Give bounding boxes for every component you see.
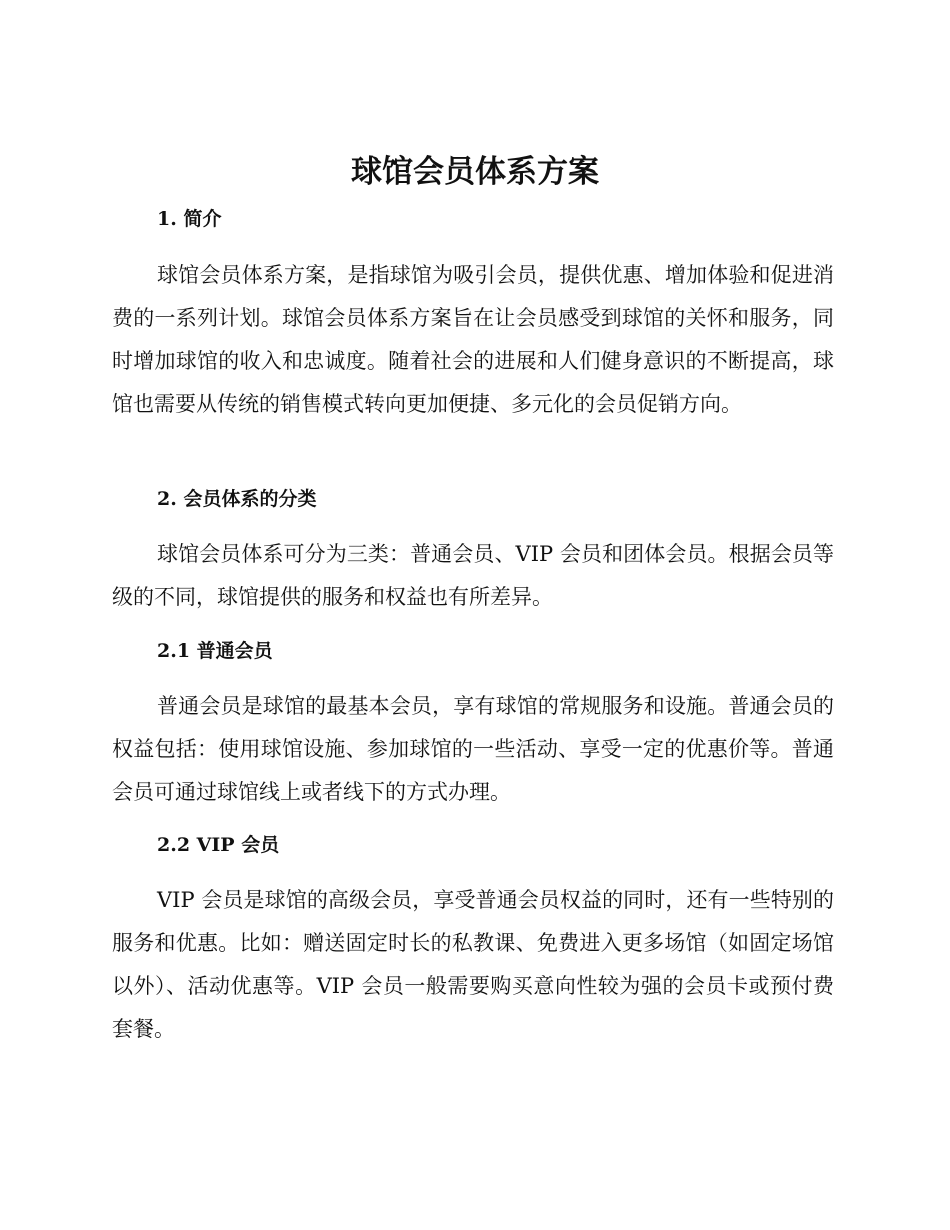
section-paragraph-intro: 球馆会员体系方案，是指球馆为吸引会员，提供优惠、增加体验和促进消费的一系列计划。球馆会员体系方案旨在让会员感受到球馆的关怀和服务，同时增加球馆的收入和忠诚度。随着社会的进展和人们健身意识的不断提高，球馆也需要从传统的销售模式转向更加便捷、多元化的会员促销方向。 bbox=[112, 263, 834, 416]
section-paragraph-classification: 球馆会员体系可分为三类：普通会员、VIP 会员和团体会员。根据会员等级的不同，球馆提供的服务和权益也有所差异。 bbox=[112, 542, 834, 609]
document-title: 球馆会员体系方案 bbox=[351, 154, 599, 190]
section-heading-vip-member: 2.2 VIP 会员 bbox=[157, 834, 280, 856]
section-paragraph-vip-member: VIP 会员是球馆的高级会员，享受普通会员权益的同时，还有一些特别的服务和优惠。比如：赠送固定时长的私教课、免费进入更多场馆（如固定场馆以外）、活动优惠等。VIP 会员一般需要购买意向性较为强的会员卡或预付费套餐。 bbox=[112, 888, 834, 1041]
section-paragraph-regular-member: 普通会员是球馆的最基本会员，享有球馆的常规服务和设施。普通会员的权益包括：使用球馆设施、参加球馆的一些活动、享受一定的优惠价等。普通会员可通过球馆线上或者线下的方式办理。 bbox=[112, 694, 834, 804]
section-heading-classification: 2. 会员体系的分类 bbox=[157, 488, 317, 510]
section-heading-regular-member: 2.1 普通会员 bbox=[157, 640, 273, 662]
section-heading-intro: 1. 简介 bbox=[157, 208, 222, 230]
